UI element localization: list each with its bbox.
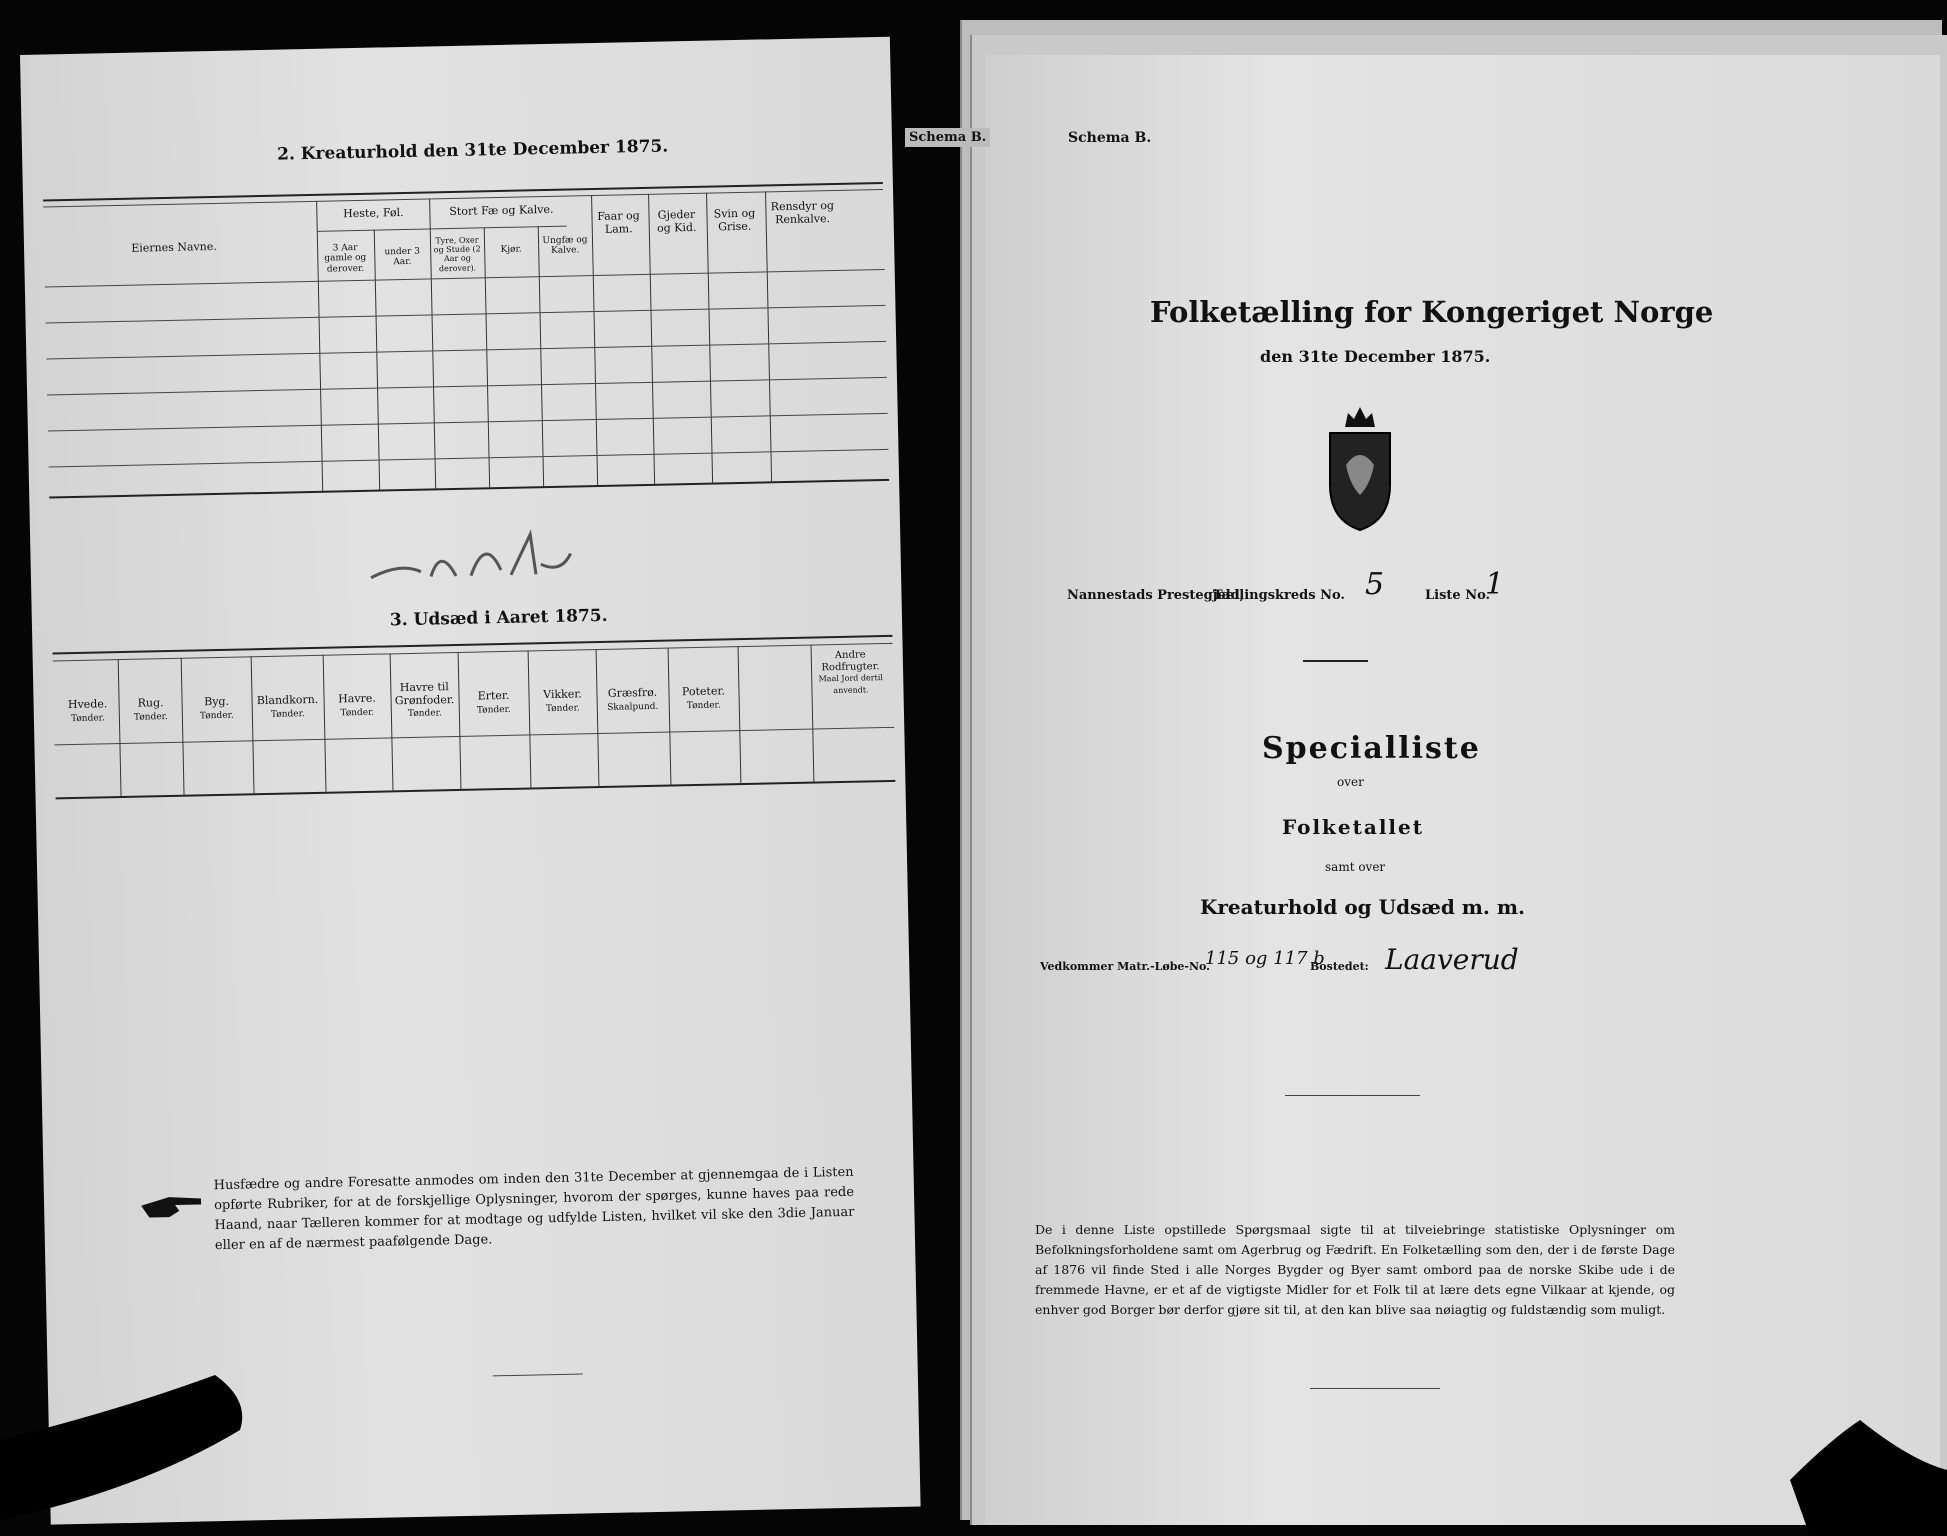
seed-header-graesfro: Græsfrø. Skaalpund.: [607, 685, 659, 713]
section3-title: 3. Udsæd i Aaret 1875.: [389, 605, 608, 631]
parish-label: Nannestads Prestegjeld,: [1067, 588, 1245, 603]
pigs-header: Svin og Grise.: [713, 206, 756, 234]
seed-header-vikker: Vikker. Tønder.: [543, 687, 582, 714]
schema-label: Schema B.: [1068, 130, 1152, 146]
divider: [1303, 660, 1368, 662]
thumb-shadow-right: [1750, 1400, 1947, 1536]
kreaturhold-label: Kreaturhold og Udsæd m. m.: [1200, 895, 1525, 919]
horses-sub-1: 3 Aar gamle og derover.: [324, 242, 367, 275]
folketallet-label: Folketallet: [1282, 815, 1424, 839]
coat-of-arms-icon: [1320, 405, 1400, 535]
right-page: [909, 55, 1940, 1525]
handwritten-scribble: [360, 503, 592, 608]
seed-header-poteter: Poteter. Tønder.: [681, 684, 726, 711]
notice-text: Husfædre og andre Foresatte anmodes om inden den 31te December at gjennemgaa de i Listen opførte Rubriker, for at de forskjellige Oplysninger, hvorom der spørges, kunne haves paa rede Haand, naar Tælleren kommer for at modtage og udfylde Listen, hvilket vil ske den 3die Januar eller en af de nærmest paafølgende Dage.: [213, 1164, 855, 1254]
document-date: den 31te December 1875.: [1260, 347, 1491, 366]
left-page: [20, 37, 921, 1525]
divider: [1310, 1388, 1440, 1389]
district-number: 5: [1365, 567, 1385, 602]
cattle-sub-3: Ungfæ og Kalve.: [542, 235, 588, 257]
seed-header-blandkorn: Blandkorn. Tønder.: [256, 692, 319, 720]
owner-header: Eiernes Navne.: [131, 239, 217, 255]
seed-header-havre-gronfoder: Havre til Grønfoder. Tønder.: [394, 680, 455, 720]
district-label: Tællingskreds No.: [1213, 588, 1345, 603]
sheep-header: Faar og Lam.: [597, 209, 640, 236]
samt-over-label: samt over: [1325, 860, 1386, 874]
list-number: 1: [1485, 567, 1505, 602]
pointing-hand-icon: [139, 1186, 210, 1223]
list-label: Liste No.: [1425, 588, 1491, 603]
reindeer-header: Rensdyr og Renkalve.: [770, 198, 835, 226]
seed-header-rodfrugter: Andre Rodfrugter. Maal Jord dertil anvendt.: [818, 649, 883, 695]
schema-tab: Schema B.: [905, 128, 990, 147]
bosted-value: Laaverud: [1385, 943, 1519, 976]
divider: [1285, 1095, 1420, 1096]
seed-header-rug: Rug. Tønder.: [133, 696, 168, 723]
horses-header: Heste, Føl.: [343, 206, 404, 221]
cattle-sub-2: Kjør.: [500, 244, 522, 255]
thumb-shadow-left: [0, 1370, 260, 1536]
cattle-sub-1: Tyre, Oxer og Stude (2 Aar og derover).: [433, 235, 481, 273]
matr-value: 115 og 117 b: [1205, 948, 1325, 969]
seed-header-erter: Erter. Tønder.: [476, 688, 511, 716]
cattle-header: Stort Fæ og Kalve.: [449, 202, 554, 219]
goats-header: Gjeder og Kid.: [656, 207, 697, 235]
section2-title: 2. Kreaturhold den 31te December 1875.: [276, 136, 669, 165]
horses-sub-2: under 3 Aar.: [384, 246, 421, 268]
seed-header-havre: Havre. Tønder.: [338, 691, 376, 719]
info-paragraph: De i denne Liste opstillede Spørgsmaal sigte til at tilveiebringe statistiske Oplysninger om Befolkningsforholdene samt om Agerbrug og Fædrift. En Folketælling som den, der i de første Dage af 1876 vil finde Sted i alle Norges Bygder og Byer samt ombord paa de norske Skibe ude i de fremmede Havne, er et af de vigtigste Midler for et Folk til at lære dets egne Vilkaar at kjende, og enhver god Borger bør derfor gjøre sit til, at den kan blive saa nøiagtig og fuldstændig som muligt.: [1035, 1222, 1675, 1317]
seed-header-hvede: Hvede. Tønder.: [67, 697, 108, 724]
matr-label: Vedkommer Matr.-Løbe-No.: [1040, 960, 1210, 973]
document-title: Folketælling for Kongeriget Norge: [1150, 295, 1714, 329]
specialliste-title: Specialliste: [1262, 731, 1481, 766]
seed-header-byg: Byg. Tønder.: [199, 694, 234, 722]
divider: [493, 1374, 583, 1377]
over-label: over: [1337, 775, 1364, 789]
bosted-label: Bostedet:: [1310, 960, 1369, 973]
